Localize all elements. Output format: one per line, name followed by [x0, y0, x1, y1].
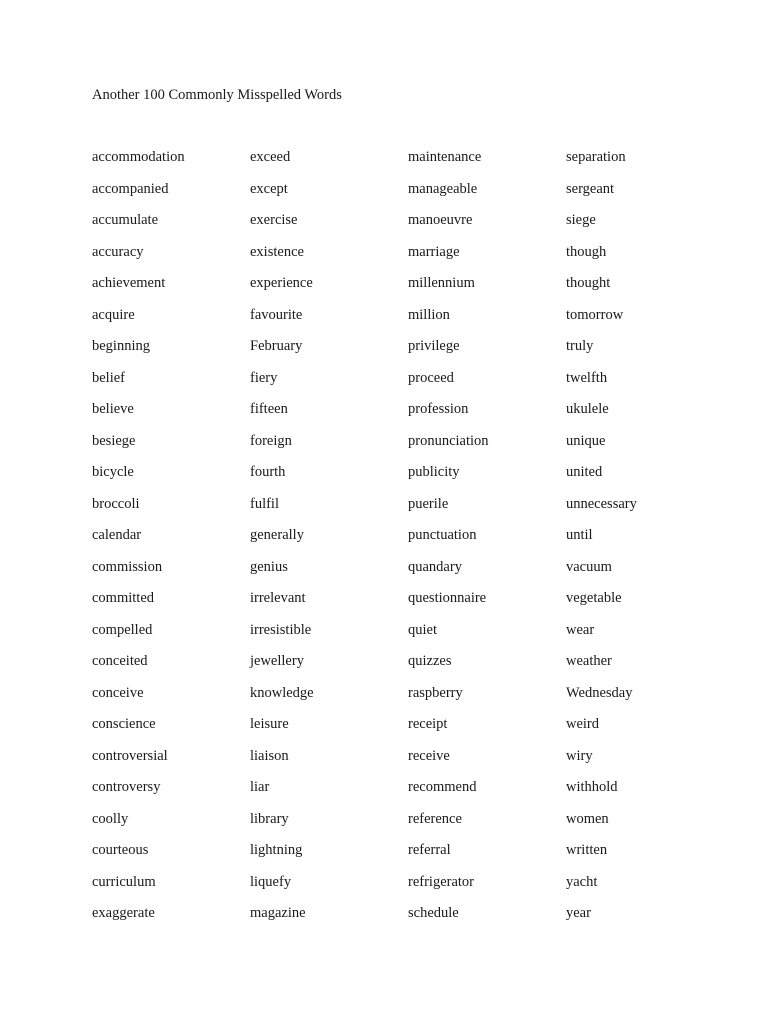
word-item: yacht	[566, 873, 598, 890]
word-item: foreign	[250, 432, 292, 449]
word-item: February	[250, 338, 303, 354]
word-item: vegetable	[566, 590, 622, 606]
word-item: receive	[408, 747, 450, 764]
word-item: marriage	[408, 243, 460, 260]
word-item: accompanied	[92, 180, 169, 197]
word-item: controversy	[92, 779, 161, 795]
word-item: truly	[566, 338, 594, 354]
word-item: exceed	[250, 149, 291, 165]
word-item: questionnaire	[408, 590, 487, 606]
word-item: fifteen	[250, 401, 288, 417]
word-item: committed	[92, 590, 155, 606]
word-item: commission	[92, 558, 163, 575]
word-item: existence	[250, 243, 304, 260]
word-item: fiery	[250, 369, 278, 386]
word-item: besiege	[92, 432, 136, 449]
word-item: unnecessary	[566, 495, 637, 512]
word-item: leisure	[250, 716, 289, 732]
word-item: experience	[250, 275, 313, 291]
word-column-2	[250, 148, 408, 936]
word-item: irrelevant	[250, 590, 306, 606]
word-item: women	[566, 810, 609, 827]
word-item: conscience	[92, 716, 156, 732]
word-item: proceed	[408, 369, 454, 386]
word-item: pronunciation	[408, 432, 489, 449]
word-item: privilege	[408, 338, 460, 354]
word-columns	[92, 148, 724, 936]
word-item: liquefy	[250, 873, 292, 890]
word-item: irresistible	[250, 621, 312, 638]
word-item: knowledge	[250, 684, 314, 701]
word-item: reference	[408, 810, 462, 827]
word-item: referral	[408, 842, 451, 858]
word-item: wear	[566, 621, 595, 638]
word-item: belief	[92, 369, 126, 386]
word-item: sergeant	[566, 180, 615, 197]
word-item: controversial	[92, 747, 168, 764]
word-item: liaison	[250, 747, 289, 764]
word-item: weird	[566, 716, 600, 732]
word-item: lightning	[250, 842, 303, 858]
word-item: generally	[250, 527, 304, 543]
word-item: genius	[250, 558, 288, 575]
word-item: ukulele	[566, 401, 609, 417]
word-item: compelled	[92, 621, 153, 638]
word-item: separation	[566, 149, 626, 165]
word-item: puerile	[408, 495, 449, 512]
word-item: manageable	[408, 180, 478, 197]
word-item: accuracy	[92, 243, 144, 260]
word-item: refrigerator	[408, 873, 475, 890]
word-item: quiet	[408, 621, 437, 638]
word-item: vacuum	[566, 558, 612, 575]
word-item: magazine	[250, 905, 306, 921]
word-item: courteous	[92, 842, 149, 858]
word-item: quizzes	[408, 653, 452, 669]
word-item: except	[250, 180, 288, 197]
word-item: fourth	[250, 464, 286, 480]
word-item: raspberry	[408, 684, 463, 701]
word-item: wiry	[566, 747, 593, 764]
word-item: fulfil	[250, 495, 279, 512]
word-item: siege	[566, 212, 596, 228]
word-item: twelfth	[566, 369, 608, 386]
word-item: coolly	[92, 810, 129, 827]
word-item: manoeuvre	[408, 212, 473, 228]
word-item: Wednesday	[566, 684, 633, 701]
word-item: though	[566, 243, 607, 260]
word-column-3	[408, 148, 566, 936]
word-item: library	[250, 810, 289, 827]
word-item: jewellery	[250, 653, 304, 669]
word-item: calendar	[92, 527, 142, 543]
word-item: liar	[250, 779, 270, 795]
word-item: quandary	[408, 558, 462, 575]
word-item: publicity	[408, 464, 460, 480]
word-item: tomorrow	[566, 306, 624, 323]
word-column-4	[566, 148, 724, 936]
word-item: favourite	[250, 306, 303, 323]
word-item: curriculum	[92, 873, 156, 890]
word-item: achievement	[92, 275, 166, 291]
word-item: bicycle	[92, 464, 134, 480]
word-item: punctuation	[408, 527, 477, 543]
word-column-1	[92, 148, 250, 936]
word-item: recommend	[408, 779, 477, 795]
word-item: receipt	[408, 716, 448, 732]
word-item: profession	[408, 401, 469, 417]
word-item: accumulate	[92, 212, 159, 228]
word-item: until	[566, 527, 593, 543]
word-item: thought	[566, 275, 611, 291]
word-item: conceive	[92, 684, 144, 701]
word-item: year	[566, 905, 591, 921]
word-item: withhold	[566, 779, 618, 795]
word-item: exercise	[250, 212, 298, 228]
word-item: million	[408, 306, 450, 323]
word-item: beginning	[92, 338, 150, 354]
word-item: written	[566, 842, 608, 858]
word-item: unique	[566, 432, 606, 449]
word-item: exaggerate	[92, 905, 155, 921]
word-item: conceited	[92, 653, 148, 669]
word-item: millennium	[408, 275, 475, 291]
word-item: believe	[92, 401, 134, 417]
word-item: maintenance	[408, 149, 482, 165]
word-item: accommodation	[92, 149, 185, 165]
word-item: united	[566, 464, 603, 480]
word-item: acquire	[92, 306, 135, 323]
word-item: weather	[566, 653, 612, 669]
word-item: schedule	[408, 905, 459, 921]
word-item: broccoli	[92, 495, 140, 512]
page-title: Another 100 Commonly Misspelled Words	[92, 87, 342, 103]
